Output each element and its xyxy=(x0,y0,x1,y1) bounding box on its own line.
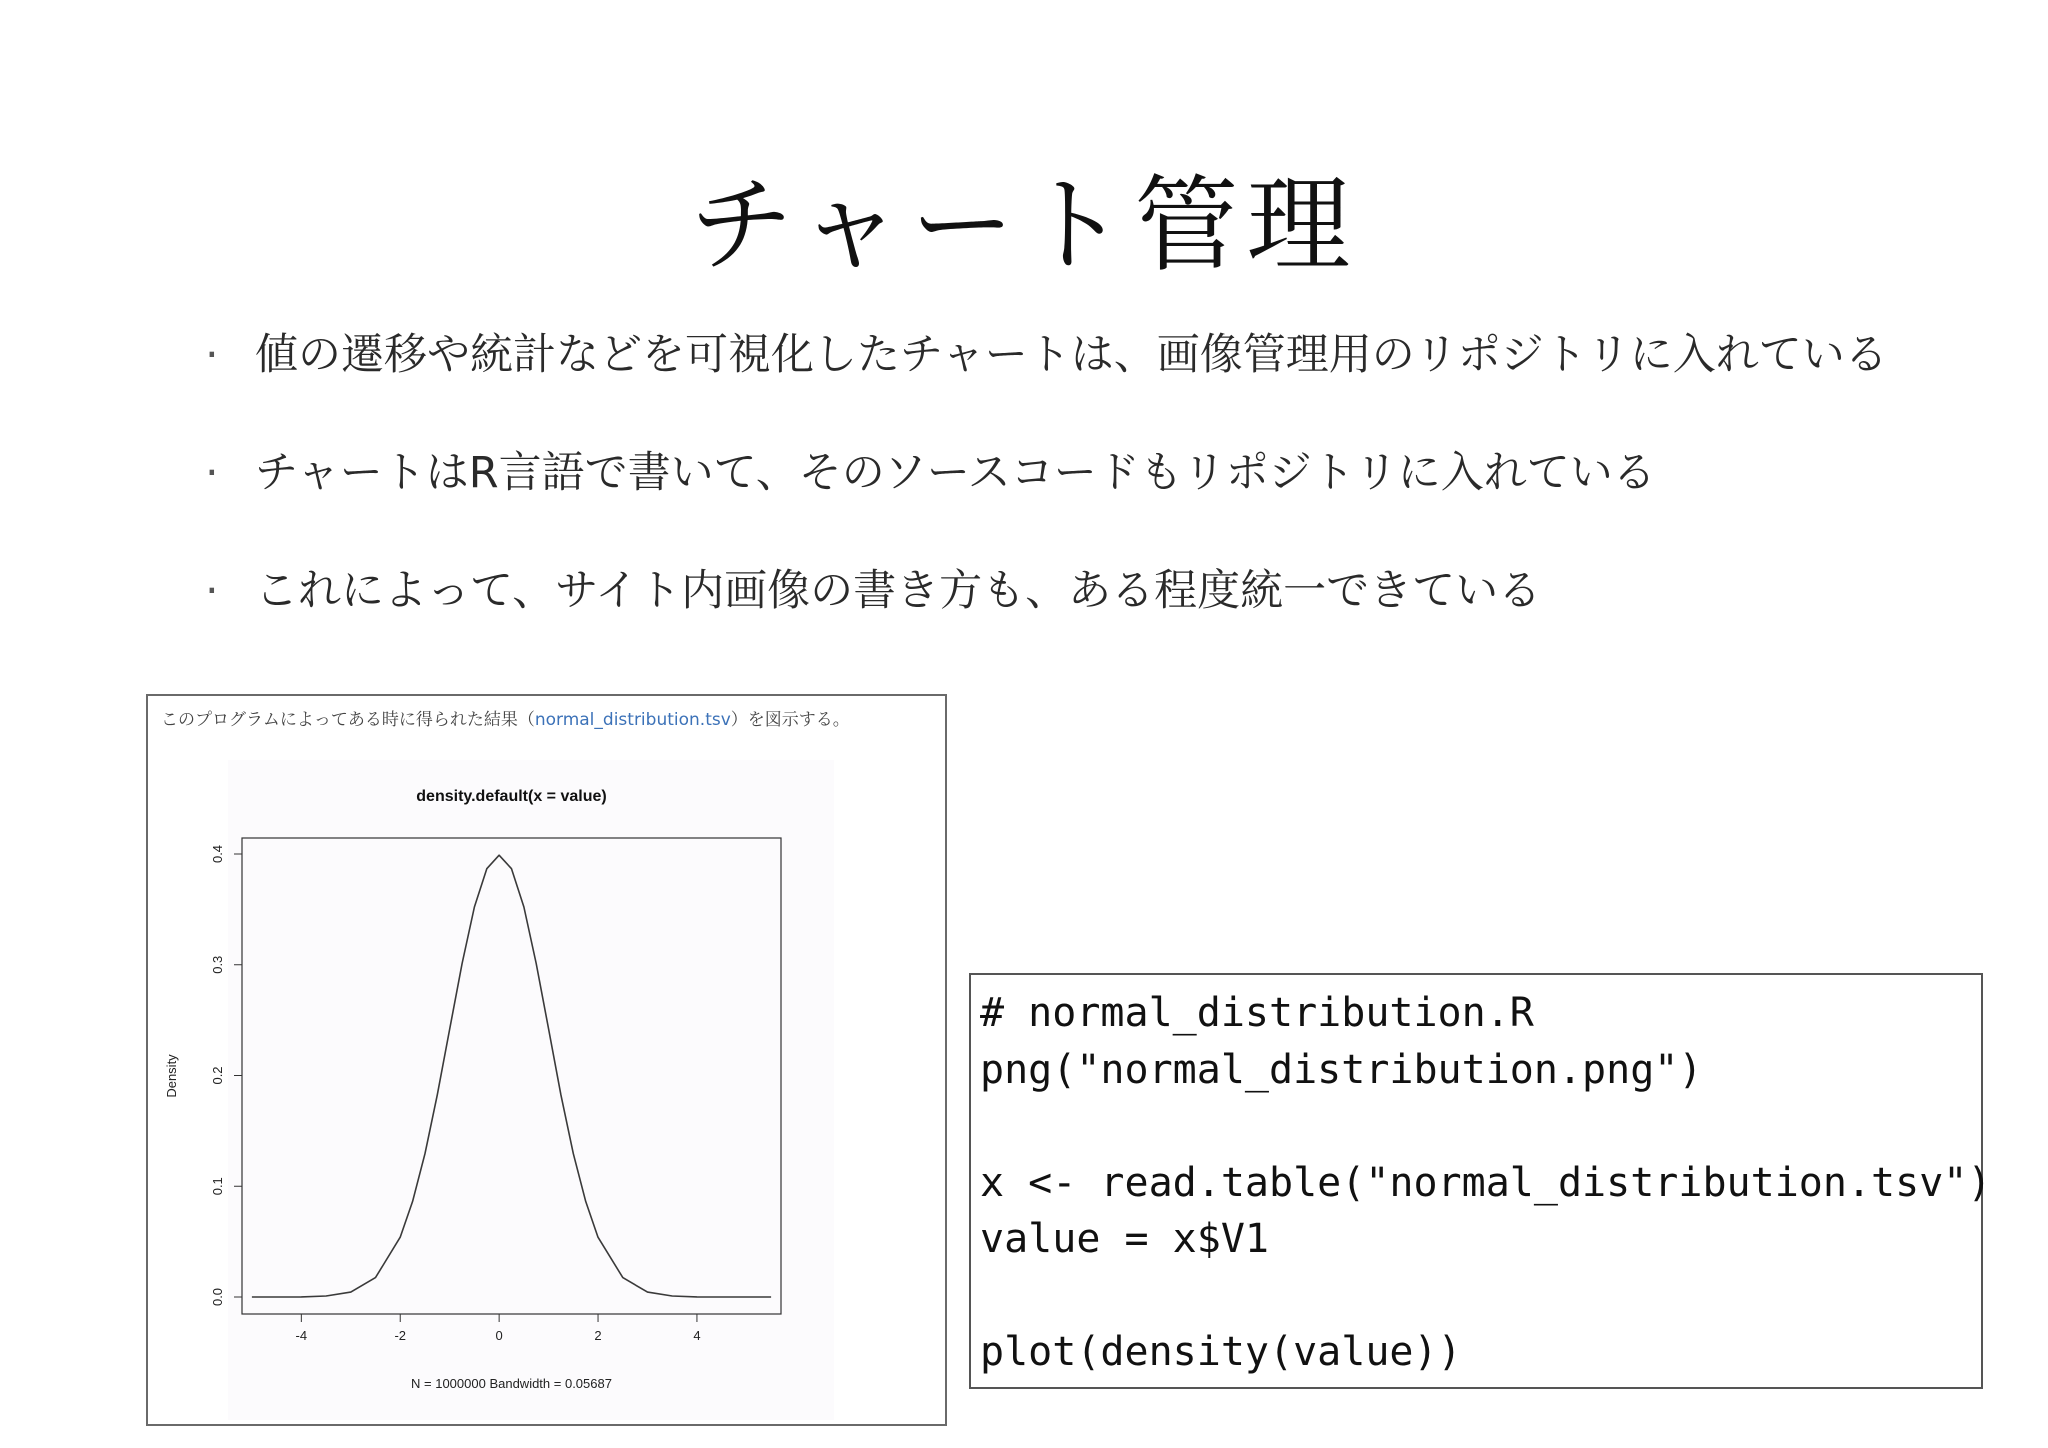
code-line: png("normal_distribution.png") xyxy=(980,1046,1703,1093)
y-axis-label: Density xyxy=(164,1054,179,1098)
x-tick-label: 4 xyxy=(693,1328,701,1343)
bullet-text: チャートはR言語で書いて、そのソースコードもリポジトリに入れている xyxy=(255,448,1656,498)
bullet-text: これによって、サイト内画像の書き方も、ある程度統一できている xyxy=(255,566,1542,616)
bullet-marker: · xyxy=(205,566,219,616)
bullet-item xyxy=(205,443,2005,561)
density-plot xyxy=(148,696,949,1428)
slide-title: チャート管理 xyxy=(689,164,1359,286)
bullet-text: 値の遷移や統計などを可視化したチャートは、画像管理用のリポジトリに入れている xyxy=(255,330,1888,380)
bullet-list xyxy=(205,325,2005,679)
y-tick-label: 0.0 xyxy=(210,1287,225,1307)
code-line: # normal_distribution.R xyxy=(980,990,1534,1036)
code-line: x <- read.table("normal_distribution.tsv") xyxy=(980,1159,1992,1206)
bullet-item xyxy=(205,325,2005,443)
code-line: plot(density(value)) xyxy=(980,1329,1462,1375)
x-tick-label: 2 xyxy=(594,1328,602,1343)
x-axis-label: N = 1000000 Bandwidth = 0.05687 xyxy=(411,1376,612,1391)
chart-figure-panel xyxy=(146,694,947,1426)
caption-text-before: このプログラムによってある時に得られた結果（ xyxy=(161,710,535,730)
y-tick-label: 0.4 xyxy=(210,844,225,864)
bullet-marker: · xyxy=(205,330,219,380)
code-line: value = x$V1 xyxy=(980,1216,1269,1262)
y-tick-label: 0.2 xyxy=(210,1066,225,1085)
y-tick-label: 0.1 xyxy=(210,1177,225,1196)
chart-title: density.default(x = value) xyxy=(416,788,607,805)
caption-text-after: ）を図示する。 xyxy=(730,710,850,730)
caption-tsv-link[interactable]: normal_distribution.tsv xyxy=(534,710,731,730)
x-tick-label: 0 xyxy=(495,1328,503,1343)
plot-background xyxy=(228,760,834,1420)
bullet-item xyxy=(205,561,2005,679)
bullet-marker: · xyxy=(205,448,219,498)
x-tick-label: -4 xyxy=(295,1328,308,1343)
x-tick-label: -2 xyxy=(394,1328,407,1343)
code-block xyxy=(969,973,1992,1389)
code-text xyxy=(980,985,1991,1381)
y-tick-label: 0.3 xyxy=(210,955,225,974)
